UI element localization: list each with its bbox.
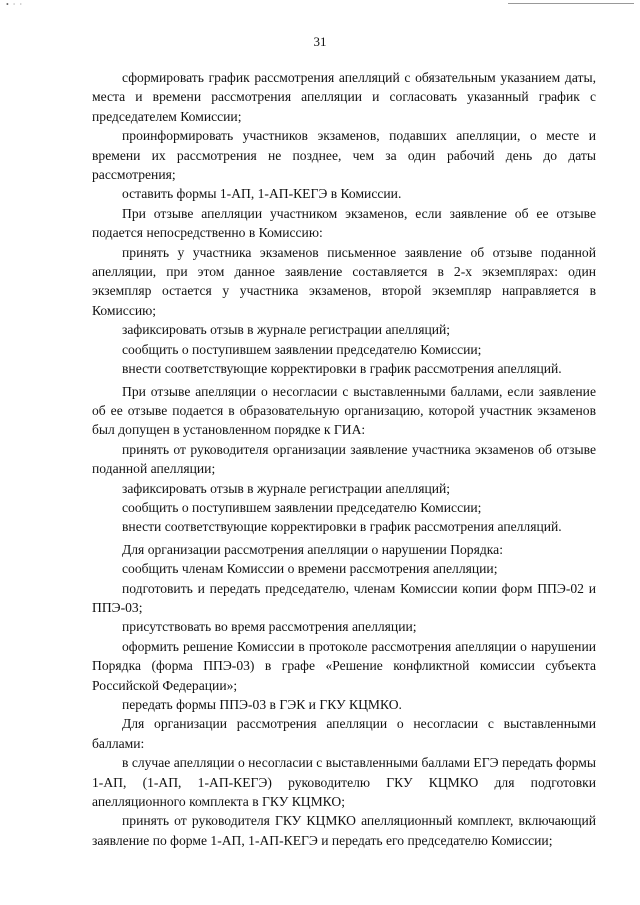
scan-corner-mark: • · ·: [6, 0, 24, 9]
paragraph: сообщить о поступившем заявлении председателю Комиссии;: [122, 499, 482, 515]
paragraph: передать формы ППЭ-03 в ГЭК и ГКУ КЦМКО.: [122, 697, 402, 712]
paragraph: присутствовать во время рассмотрения апелляции;: [122, 619, 417, 635]
paragraph: зафиксировать отзыв в журнале регистрации апелляций;: [122, 480, 451, 496]
paragraph: подготовить и передать председателю, членам Комиссии копии форм ППЭ-02 и ППЭ-03;: [92, 580, 596, 615]
paragraph: проинформировать участников экзаменов, подавших апелляции, о месте и времени их рассмотрения не позднее, чем за один рабочий день до даты рассмотрения;: [92, 128, 596, 183]
page-number: 31: [313, 34, 327, 49]
paragraph: При отзыве апелляции участником экзаменов, если заявление об ее отзыве подается непосредственно в Комиссию:: [92, 205, 596, 241]
paragraph: Для организации рассмотрения апелляции о нарушении Порядка:: [122, 541, 503, 557]
scan-top-rule: [508, 3, 634, 4]
paragraph: внести соответствующие корректировки в график рассмотрения апелляций.: [122, 519, 562, 535]
paragraph: сформировать график рассмотрения апелляций с обязательным указанием даты, места и времени рассмотрения апелляции и согласовать указанный график с председателем Комиссии;: [92, 70, 596, 124]
paragraph: При отзыве апелляции о несогласии с выставленными баллами, если заявление об ее отзыве подается в образовательную организацию, которой участник экзаменов был допущен в установленном порядке к ГИА:: [92, 383, 596, 438]
paragraph: внести соответствующие корректировки в график рассмотрения апелляций.: [122, 361, 562, 377]
paragraph: оформить решение Комиссии в протоколе рассмотрения апелляции о нарушении Порядка (форма ППЭ-03) в графе «Решение конфликтной комиссии субъекта Российской Федерации»;: [92, 638, 596, 693]
document-body: [92, 68, 596, 850]
paragraph: зафиксировать отзыв в журнале регистрации апелляций;: [122, 322, 451, 338]
paragraph: принять у участника экзаменов письменное заявление об отзыве поданной апелляции, при этом данное заявление составляется в 2-х экземплярах: один экземпляр остается у участника экзаменов, второй экземпляр направляется в Комиссию;: [92, 244, 596, 318]
paragraph: оставить формы 1-АП, 1-АП-КЕГЭ в Комиссии.: [122, 186, 402, 202]
paragraph: сообщить членам Комиссии о времени рассмотрения апелляции;: [122, 561, 498, 577]
paragraph: принять от руководителя организации заявление участника экзаменов об отзыве поданной апелляции;: [92, 441, 596, 477]
paragraph: сообщить о поступившем заявлении председателю Комиссии;: [122, 341, 482, 357]
paragraph: принять от руководителя ГКУ КЦМКО апелляционный комплект, включающий заявление по форме 1-АП, 1-АП-КЕГЭ и передать его председателю Комиссии;: [92, 813, 596, 848]
paragraph: Для организации рассмотрения апелляции о несогласии с выставленными баллами:: [92, 716, 596, 751]
paragraph: в случае апелляции о несогласии с выставленными баллами ЕГЭ передать формы 1-АП, (1-АП, 1-АП-КЕГЭ) руководителю ГКУ КЦМКО для подготовки апелляционного комплекта в ГКУ КЦМКО;: [92, 755, 596, 810]
